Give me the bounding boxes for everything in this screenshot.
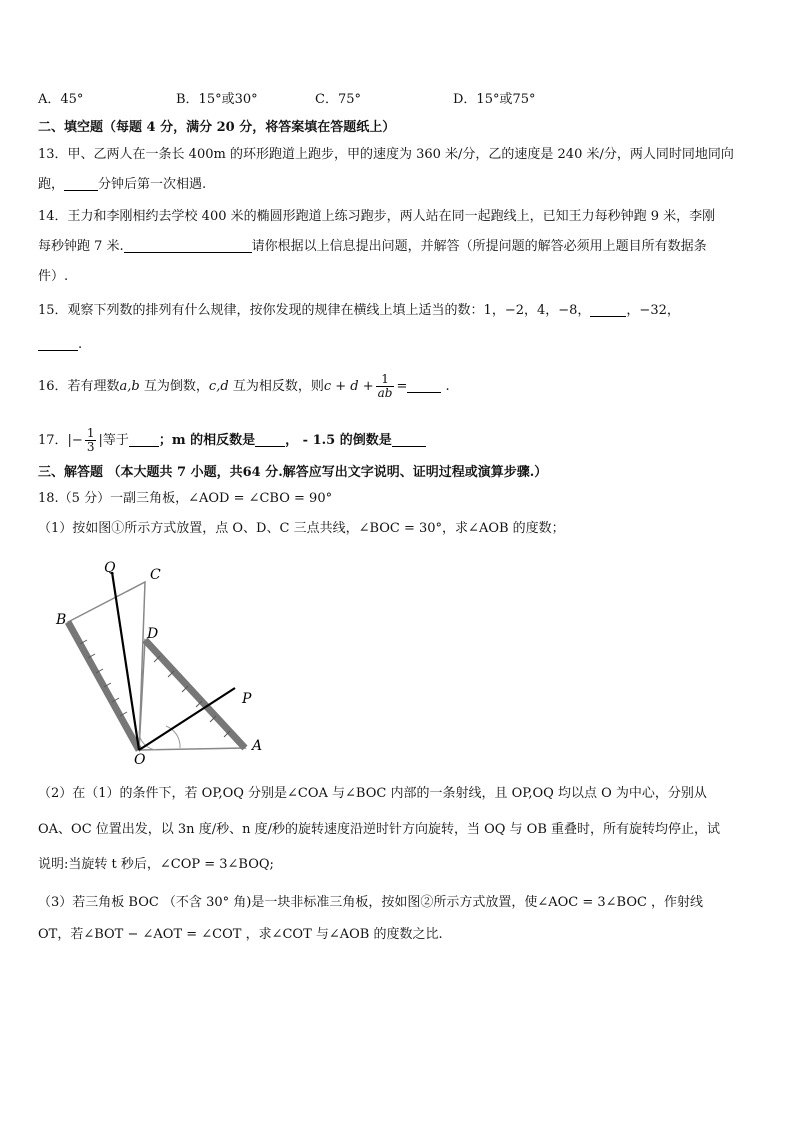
option-a: A．45° — [38, 92, 84, 107]
q17-fraction — [85, 427, 97, 454]
q16-mid1: 互为倒数， — [143, 379, 209, 394]
q15-blank-2[interactable] — [38, 336, 78, 351]
q14-line3: 件）. — [38, 269, 69, 284]
q16-fraction — [376, 373, 395, 400]
q14-post: 请你根据以上信息提出问题，并解答（所提问题的解答必须用上题目所有数据条 — [251, 239, 707, 254]
q16-answer-blank[interactable] — [407, 378, 441, 393]
q17-blank-3[interactable] — [392, 432, 426, 447]
q18-head: 18.（5 分）一副三角板，∠AOD = ∠CBO = 90° — [38, 491, 333, 506]
label-q: Q — [104, 560, 116, 576]
q16-frac-den: ab — [377, 386, 393, 400]
q15-post: ，−32， — [626, 303, 680, 318]
q18-part3-line1: （3）若三角板 BOC （不含 30° 角)是一块非标准三角板，按如图②所示方式放置，使∠AOC = 3∠BOC ，作射线 — [38, 895, 704, 910]
option-d: D．15°或75° — [453, 92, 536, 107]
q14-answer-blank[interactable] — [124, 238, 252, 253]
q17-pre: 17．|− — [38, 433, 83, 448]
q13-line1: 13．甲、乙两人在一条长 400m 的环形跑道上跑步，甲的速度为 360 米/分，乙的速度是 240 米/分，两人同时同地同向 — [38, 147, 734, 162]
q18-part2-line1: （2）在（1）的条件下，若 OP,OQ 分别是∠COA 与∠BOC 内部的一条射线，且 OP,OQ 均以点 O 为中心，分别从 — [38, 786, 707, 801]
q16-cd: c,d — [208, 379, 229, 394]
q18-part2-line3: 说明:当旋转 t 秒后，∠COP = 3∠BOQ; — [38, 857, 274, 872]
label-o: O — [134, 752, 146, 765]
q16-end: . — [445, 379, 450, 394]
q17-line — [38, 426, 426, 456]
q13-pre: 跑， — [38, 177, 65, 192]
triangle-boc — [68, 582, 145, 750]
label-b: B — [56, 612, 67, 628]
q17-frac-num: 1 — [86, 426, 95, 440]
q16-frac-num: 1 — [376, 373, 395, 387]
label-c: C — [150, 567, 161, 583]
label-p: P — [242, 691, 252, 707]
q17-frac-den: 3 — [86, 440, 95, 454]
q17-blank-2[interactable] — [255, 432, 285, 447]
q18-part1: （1）按如图①所示方式放置，点 O、D、C 三点共线，∠BOC = 30°，求∠AOB 的度数； — [38, 521, 565, 536]
q13-post: 分钟后第一次相遇. — [98, 177, 207, 192]
q14-line2 — [38, 238, 707, 256]
q14-line1: 14．王力和李刚相约去学校 400 米的椭圆形跑道上练习跑步，两人站在同一起跑线上，已知王力每秒钟跑 9 米，李刚 — [38, 209, 716, 224]
q16-line — [38, 372, 450, 402]
q16-expr: c + d + — [323, 379, 374, 394]
q13-answer-blank[interactable] — [64, 176, 98, 191]
q17-blank-1[interactable] — [129, 432, 159, 447]
q15-blank-1[interactable] — [590, 302, 626, 317]
q16-mid2: 互为相反数，则 — [232, 379, 324, 394]
q13-line2 — [38, 176, 206, 194]
q18-part2-line2: OA、OC 位置出发，以 3n 度/秒、n 度/秒的旋转速度沿逆时针方向旋转，当 OQ 与 OB 重叠时，所有旋转均停止，试 — [38, 822, 721, 837]
label-d: D — [147, 626, 159, 642]
q15-line1 — [38, 302, 680, 320]
q14-pre: 每秒钟跑 7 米. — [38, 239, 124, 254]
q17-post1: |等于 — [98, 433, 129, 448]
q16-pre: 16．若有理数 — [38, 379, 120, 394]
section-3-heading: 三、解答题 （本大题共 7 小题，共64 分.解答应写出文字说明、证明过程或演算步骤.） — [38, 465, 548, 480]
triangle-figure-1 — [50, 560, 280, 765]
label-a: A — [252, 738, 263, 754]
option-c: C．75° — [315, 92, 361, 107]
q17-mid: ；m 的相反数是 — [158, 433, 256, 448]
q17-mid2: ， - 1.5 的倒数是 — [285, 433, 392, 448]
q15-end: . — [78, 337, 83, 352]
q15-line2 — [38, 336, 82, 354]
option-b: B．15°或30° — [176, 92, 258, 107]
q16-ab: a,b — [119, 379, 140, 394]
section-2-heading: 二、填空题（每题 4 分，满分 20 分，将答案填在答题纸上） — [38, 120, 396, 135]
q15-text: 15．观察下列数的排列有什么规律，按你发现的规律在横线上填上适当的数：1，−2，4，−8， — [38, 303, 591, 318]
q18-part3-line2: OT，若∠BOT − ∠AOT = ∠COT ，求∠COT 与∠AOB 的度数之比. — [38, 927, 443, 942]
q16-eq: = — [396, 379, 408, 394]
